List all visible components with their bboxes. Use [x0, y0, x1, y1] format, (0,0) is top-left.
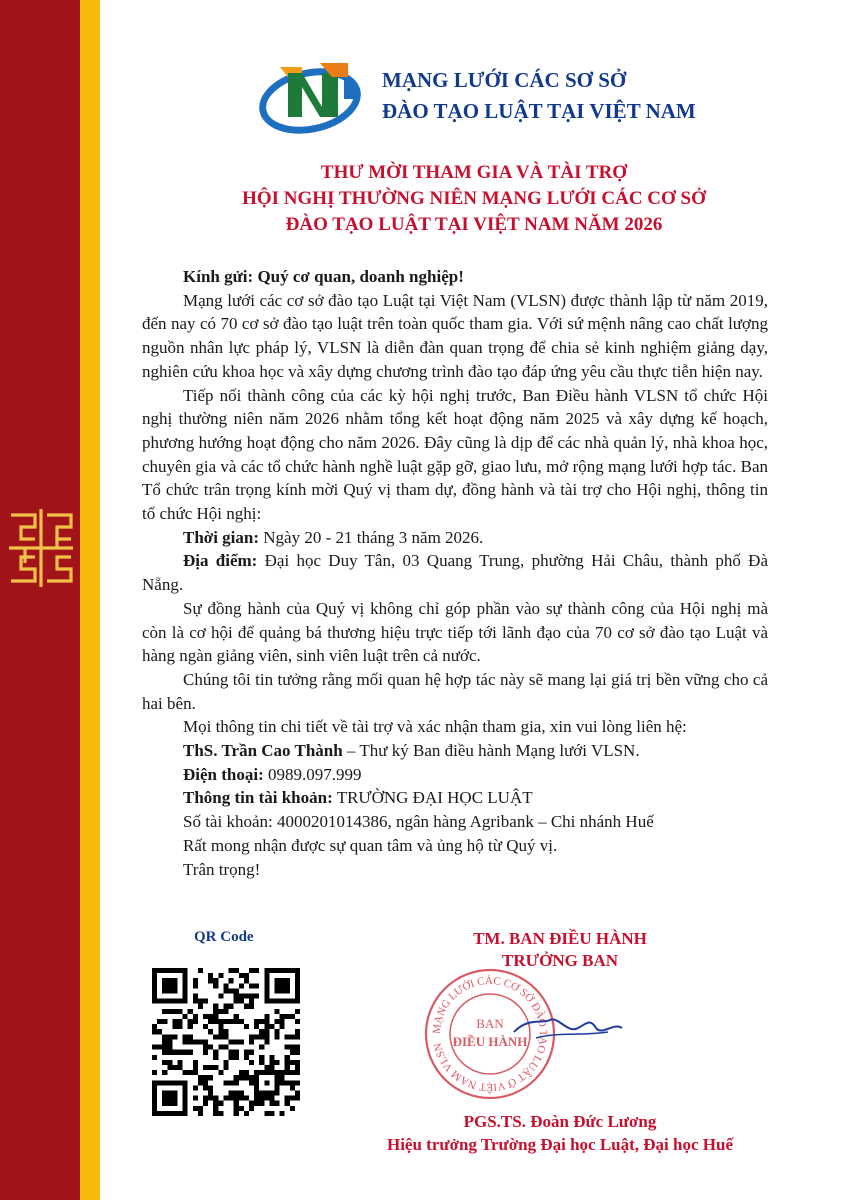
phone-value: 0989.097.999	[263, 764, 362, 784]
stamp-ring-text: MẠNG LƯỚI CÁC CƠ SỞ ĐÀO TẠO LUẬT Ở VIỆT NAM VLSN	[430, 974, 550, 1094]
signatory-name: PGS.TS. Đoàn Đức Lương	[463, 1112, 657, 1131]
contact-name: ThS. Trần Cao Thành	[183, 741, 343, 761]
time-value: Ngày 20 - 21 tháng 3 năm 2026.	[259, 527, 484, 547]
letter-body	[142, 265, 768, 881]
paragraph-conference: Tiếp nối thành công của các kỳ hội nghị trước, Ban Điều hành VLSN tổ chức Hội nghị thường niên năm 2026 nhằm tổng kết hoạt động năm 2025 và xây dựng kế hoạch, phương hướng hoạt động cho năm 2026. Đây cũng là dịp để các nhà quản lý, nhà khoa học, chuyên gia và các tổ chức hành nghề luật gặp gỡ, giao lưu, mở rộng mạng lưới hợp tác. Ban Tổ chức trân trọng kính mời Quý vị tham dự, đồng hành và tài trợ cho Hội nghị, thông tin tổ chức Hội nghị:	[142, 385, 768, 524]
contact-line	[142, 739, 768, 763]
place-label: Địa điểm:	[183, 551, 258, 571]
account-line	[142, 786, 768, 810]
paragraph-partnership: Chúng tôi tin tưởng rằng mối quan hệ hợp tác này sẽ mang lại giá trị bền vững cho cả hai bên.	[142, 669, 768, 713]
closing-regards: Trân trọng!	[183, 859, 261, 879]
qr-code-label: QR Code	[194, 929, 254, 945]
place-value: Đại học Duy Tân, 03 Quang Trung, phường Hải Châu, thành phố Đà Nẵng.	[142, 551, 768, 595]
qr-code-icon[interactable]	[152, 968, 300, 1116]
vlsn-logo-icon	[258, 55, 370, 137]
org-name-line1: MẠNG LƯỚI CÁC SƠ SỞ	[382, 68, 627, 92]
time-line	[142, 526, 768, 550]
time-label: Thời gian:	[183, 527, 260, 547]
signature-title-line1: TM. BAN ĐIỀU HÀNH	[473, 929, 647, 948]
phone-line	[142, 763, 768, 787]
stamp-inner-line2: ĐIỀU HÀNH	[452, 1034, 528, 1049]
document-title	[100, 160, 848, 238]
account-number: Số tài khoản: 4000201014386, ngân hàng Agribank – Chi nhánh Huế	[183, 812, 654, 832]
official-stamp	[418, 962, 658, 1102]
signatory-position: Hiệu trưởng Trường Đại học Luật, Đại học Huế	[386, 1135, 734, 1154]
signatory	[330, 1110, 790, 1156]
side-band-red	[0, 0, 80, 1200]
paragraph-contact-intro: Mọi thông tin chi tiết về tài trợ và xác nhận tham gia, xin vui lòng liên hệ:	[183, 717, 687, 737]
closing-line: Rất mong nhận được sự quan tâm và ủng hộ từ Quý vị.	[183, 835, 558, 855]
title-line3: ĐÀO TẠO LUẬT TẠI VIỆT NAM NĂM 2026	[285, 214, 663, 235]
place-line	[142, 549, 768, 596]
paragraph-benefits: Sự đồng hành của Quý vị không chỉ góp phần vào sự thành công của Hội nghị mà còn là cơ hội để quảng bá thương hiệu trực tiếp tới lãnh đạo của 70 cơ sở đào tạo Luật và hàng ngàn giảng viên, sinh viên luật trên cả nước.	[142, 598, 768, 666]
title-line2: HỘI NGHỊ THƯỜNG NIÊN MẠNG LƯỚI CÁC CƠ SỞ	[242, 188, 706, 209]
account-value: TRƯỜNG ĐẠI HỌC LUẬT	[332, 788, 533, 808]
org-name	[382, 65, 696, 127]
side-band-gold	[80, 0, 100, 1200]
ornament-icon	[5, 505, 77, 591]
paragraph-intro: Mạng lưới các cơ sở đào tạo Luật tại Việt Nam (VLSN) được thành lập từ năm 2019, đến nay có 70 cơ sở đào tạo luật trên toàn quốc tham gia. Với sứ mệnh nâng cao chất lượng nguồn nhân lực pháp lý, VLSN là diễn đàn quan trọng để chia sẻ kinh nghiệm giảng dạy, nghiên cứu khoa học và xây dựng chương trình đào tạo đáp ứng yêu cầu thực tiễn hiện nay.	[142, 290, 768, 381]
org-name-line2: ĐÀO TẠO LUẬT TẠI VIỆT NAM	[382, 99, 696, 123]
header	[258, 55, 718, 140]
account-label: Thông tin tài khoản:	[183, 788, 333, 808]
stamp-inner-line1: BAN	[476, 1016, 504, 1031]
title-line1: THƯ MỜI THAM GIA VÀ TÀI TRỢ	[320, 162, 628, 183]
greeting: Kính gửi: Quý cơ quan, doanh nghiệp!	[183, 267, 464, 286]
phone-label: Điện thoại:	[183, 764, 264, 784]
contact-role: – Thư ký Ban điều hành Mạng lưới VLSN.	[342, 741, 640, 761]
signature-title-line2: TRƯỞNG BAN	[501, 951, 618, 970]
